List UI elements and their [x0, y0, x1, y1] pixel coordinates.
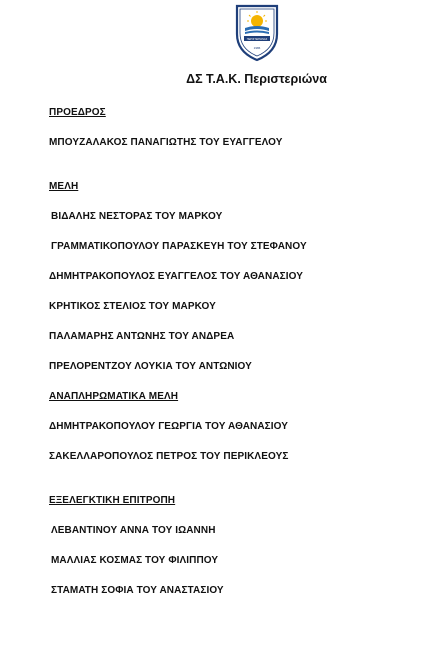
audit-committee-header: ΕΞΕΛΕΓΚΤΙΚΗ ΕΠΙΤΡΟΠΗ: [49, 495, 176, 506]
member-item: ΠΡΕΛΟΡΕΝΤΖΟΥ ΛΟΥΚΙΑ ΤΟΥ ΑΝΤΩΝΙΟΥ: [49, 361, 252, 372]
alternate-item: ΣΑΚΕΛΛΑΡΟΠΟΥΛΟΣ ΠΕΤΡΟΣ ΤΟΥ ΠΕΡΙΚΛΕΟΥΣ: [49, 451, 289, 462]
organization-logo: [234, 4, 280, 62]
member-item: ΠΑΛΑΜΑΡΗΣ ΑΝΤΩΝΗΣ ΤΟΥ ΑΝΔΡΕΑ: [49, 331, 235, 342]
alternate-item: ΔΗΜΗΤΡΑΚΟΠΟΥΛΟΥ ΓΕΩΡΓΙΑ ΤΟΥ ΑΘΑΝΑΣΙΟΥ: [49, 421, 289, 432]
audit-item: ΣΤΑΜΑΤΗ ΣΟΦΙΑ ΤΟΥ ΑΝΑΣΤΑΣΙΟΥ: [51, 585, 224, 596]
logo-year: 1986: [253, 46, 261, 50]
audit-item: ΜΑΛΛΙΑΣ ΚΟΣΜΑΣ ΤΟΥ ΦΙΛΙΠΠΟΥ: [51, 555, 219, 566]
member-item: ΔΗΜΗΤΡΑΚΟΠΟΥΛΟΣ ΕΥΑΓΓΕΛΟΣ ΤΟΥ ΑΘΑΝΑΣΙΟΥ: [49, 271, 303, 282]
page-title: ΔΣ Τ.Α.Κ. Περιστεριώνα: [186, 72, 327, 86]
logo-text: ΠΕΡΙΣΤΕΡΙΩΝΑΣ: [246, 38, 268, 41]
members-header: ΜΕΛΗ: [49, 181, 79, 192]
president-name: ΜΠΟΥΖΑΛΑΚΟΣ ΠΑΝΑΓΙΩΤΗΣ ΤΟΥ ΕΥΑΓΓΕΛΟΥ: [49, 137, 283, 148]
member-item: ΒΙΔΑΛΗΣ ΝΕΣΤΟΡΑΣ ΤΟΥ ΜΑΡΚΟΥ: [51, 211, 223, 222]
alternates-header: ΑΝΑΠΛΗΡΩΜΑΤΙΚΑ ΜΕΛΗ: [49, 391, 179, 402]
audit-item: ΛΕΒΑΝΤΙΝΟΥ ΑΝΝΑ ΤΟΥ ΙΩΑΝΝΗ: [51, 525, 216, 536]
president-header: ΠΡΟΕΔΡΟΣ: [49, 107, 106, 118]
member-item: ΓΡΑΜΜΑΤΙΚΟΠΟΥΛΟΥ ΠΑΡΑΣΚΕΥΗ ΤΟΥ ΣΤΕΦΑΝΟΥ: [51, 241, 307, 252]
member-item: ΚΡΗΤΙΚΟΣ ΣΤΕΛΙΟΣ ΤΟΥ ΜΑΡΚΟΥ: [49, 301, 216, 312]
